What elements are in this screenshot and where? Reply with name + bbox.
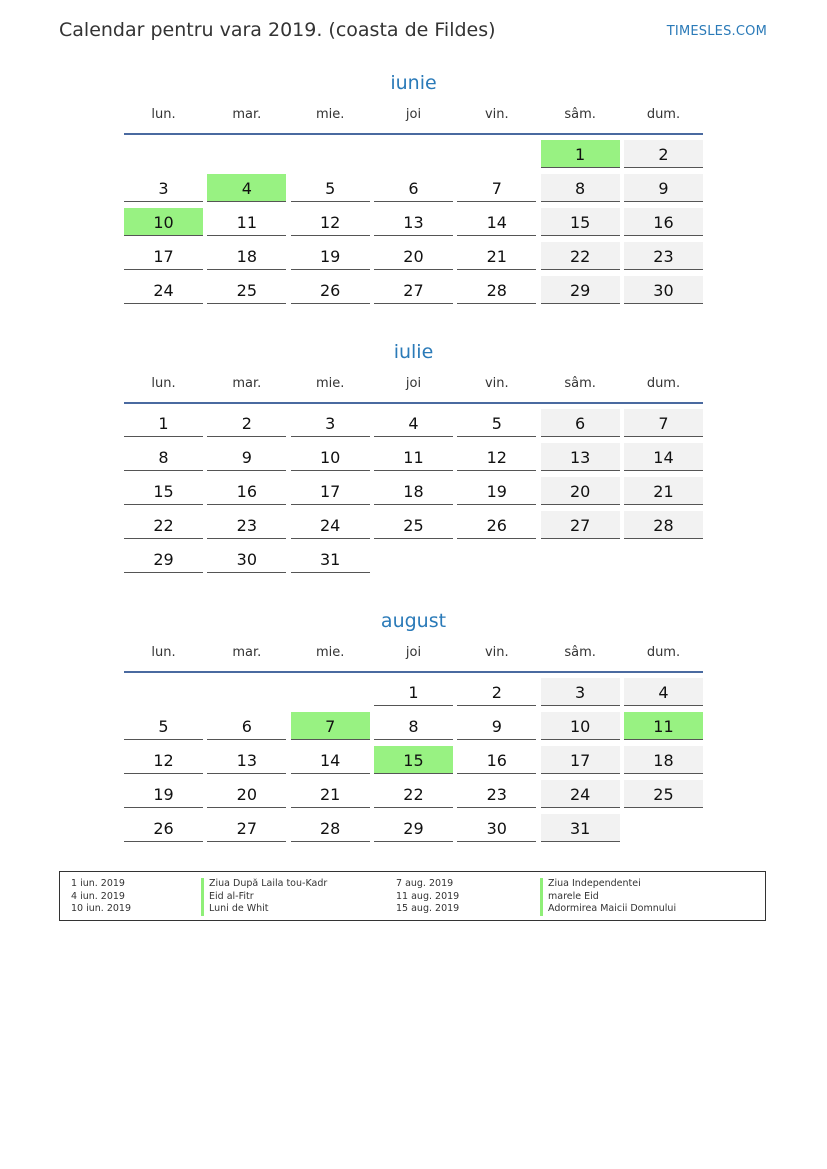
day-cell: 22	[374, 780, 453, 808]
day-grid	[124, 409, 703, 573]
empty-cell	[124, 678, 203, 706]
day-cell: 20	[541, 477, 620, 505]
day-cell: 9	[624, 174, 703, 202]
weekday-header	[124, 374, 703, 394]
weekday-label: mar.	[232, 645, 262, 660]
page-title: Calendar pentru vara 2019. (coasta de Fildes)	[59, 19, 496, 41]
day-cell: 16	[624, 208, 703, 236]
day-cell: 29	[124, 545, 203, 573]
day-cell: 14	[457, 208, 536, 236]
weekday-label: dum.	[646, 107, 681, 122]
month-title: august	[380, 610, 447, 632]
day-cell: 30	[457, 814, 536, 842]
day-cell: 26	[124, 814, 203, 842]
day-cell: 18	[207, 242, 286, 270]
legend-names-left	[201, 878, 327, 916]
day-cell: 30	[624, 276, 703, 304]
day-cell: 16	[207, 477, 286, 505]
day-cell: 11	[207, 208, 286, 236]
day-cell: 20	[207, 780, 286, 808]
day-cell: 7	[624, 409, 703, 437]
month-june	[124, 70, 703, 304]
legend-dates-left	[71, 878, 131, 916]
day-cell: 5	[124, 712, 203, 740]
day-cell: 21	[291, 780, 370, 808]
day-cell: 13	[207, 746, 286, 774]
month-title: iunie	[390, 72, 437, 94]
legend-holiday-name: Eid al-Fitr	[201, 891, 327, 904]
legend-holiday-name: Luni de Whit	[201, 903, 327, 916]
month-july	[124, 339, 703, 573]
legend-holiday-name: Ziua Independentei	[540, 878, 676, 891]
day-cell: 13	[374, 208, 453, 236]
day-cell: 31	[291, 545, 370, 573]
day-cell: 3	[124, 174, 203, 202]
day-cell: 18	[374, 477, 453, 505]
weekday-label: sâm.	[564, 376, 596, 391]
day-cell: 3	[541, 678, 620, 706]
holiday-day-cell: 11	[624, 712, 703, 740]
weekday-label: dum.	[646, 376, 681, 391]
legend-date: 1 iun. 2019	[71, 878, 125, 889]
day-cell: 15	[124, 477, 203, 505]
weekday-label: vin.	[484, 107, 509, 122]
month-title: iulie	[393, 341, 434, 363]
day-cell: 26	[291, 276, 370, 304]
day-cell: 12	[291, 208, 370, 236]
day-cell: 20	[374, 242, 453, 270]
legend-date: 4 iun. 2019	[71, 890, 125, 902]
holiday-day-cell: 10	[124, 208, 203, 236]
day-cell: 1	[124, 409, 203, 437]
day-cell: 29	[541, 276, 620, 304]
day-cell: 6	[541, 409, 620, 437]
day-cell: 27	[374, 276, 453, 304]
day-cell: 9	[457, 712, 536, 740]
day-cell: 23	[457, 780, 536, 808]
weekday-label: joi	[405, 645, 422, 660]
legend-date: 7 aug. 2019	[396, 878, 454, 889]
day-cell: 4	[374, 409, 453, 437]
day-cell: 25	[624, 780, 703, 808]
day-cell: 11	[374, 443, 453, 471]
day-cell: 23	[207, 511, 286, 539]
day-cell: 16	[457, 746, 536, 774]
day-cell: 22	[124, 511, 203, 539]
legend-holiday-name: Ziua După Laila tou-Kadr	[201, 878, 327, 891]
day-cell: 19	[457, 477, 536, 505]
day-cell: 3	[291, 409, 370, 437]
day-cell: 8	[541, 174, 620, 202]
header-rule	[124, 133, 703, 135]
day-cell: 28	[457, 276, 536, 304]
month-august	[124, 608, 703, 842]
holiday-day-cell: 7	[291, 712, 370, 740]
day-cell: 19	[291, 242, 370, 270]
legend-date: 15 aug. 2019	[396, 903, 460, 915]
day-cell: 5	[291, 174, 370, 202]
day-cell: 27	[541, 511, 620, 539]
day-cell: 2	[457, 678, 536, 706]
day-grid	[124, 678, 703, 842]
legend-dates-right	[396, 878, 459, 916]
empty-cell	[374, 140, 453, 168]
day-cell: 28	[624, 511, 703, 539]
weekday-header	[124, 643, 703, 663]
day-cell: 17	[541, 746, 620, 774]
weekday-label: mie.	[315, 376, 345, 391]
weekday-label: lun.	[151, 645, 176, 660]
empty-cell	[457, 140, 536, 168]
holiday-day-cell: 1	[541, 140, 620, 168]
legend-date: 10 iun. 2019	[71, 903, 132, 915]
day-cell: 9	[207, 443, 286, 471]
weekday-label: sâm.	[564, 107, 596, 122]
weekday-label: vin.	[484, 645, 509, 660]
day-cell: 25	[374, 511, 453, 539]
day-cell: 8	[374, 712, 453, 740]
empty-cell	[207, 140, 286, 168]
day-cell: 6	[207, 712, 286, 740]
day-cell: 30	[207, 545, 286, 573]
day-cell: 29	[374, 814, 453, 842]
weekday-label: lun.	[151, 376, 176, 391]
holiday-day-cell: 15	[374, 746, 453, 774]
day-cell: 19	[124, 780, 203, 808]
day-cell: 14	[291, 746, 370, 774]
day-cell: 17	[291, 477, 370, 505]
day-cell: 12	[457, 443, 536, 471]
day-cell: 1	[374, 678, 453, 706]
weekday-label: joi	[405, 376, 422, 391]
day-cell: 10	[541, 712, 620, 740]
weekday-label: dum.	[646, 645, 681, 660]
day-cell: 27	[207, 814, 286, 842]
weekday-label: lun.	[151, 107, 176, 122]
day-cell: 2	[207, 409, 286, 437]
day-cell: 31	[541, 814, 620, 842]
legend-holiday-name: marele Eid	[540, 891, 676, 904]
weekday-label: mie.	[315, 645, 345, 660]
empty-cell	[291, 140, 370, 168]
header-rule	[124, 671, 703, 673]
weekday-label: vin.	[484, 376, 509, 391]
day-cell: 22	[541, 242, 620, 270]
day-cell: 5	[457, 409, 536, 437]
weekday-label: mar.	[232, 107, 262, 122]
weekday-label: mar.	[232, 376, 262, 391]
legend-date: 11 aug. 2019	[396, 890, 460, 902]
day-cell: 23	[624, 242, 703, 270]
holiday-day-cell: 4	[207, 174, 286, 202]
day-cell: 26	[457, 511, 536, 539]
brand-logo[interactable]: TIMESLES.COM	[666, 24, 767, 39]
header-rule	[124, 402, 703, 404]
day-cell: 14	[624, 443, 703, 471]
day-cell: 25	[207, 276, 286, 304]
day-grid	[124, 140, 703, 304]
empty-cell	[207, 678, 286, 706]
day-cell: 18	[624, 746, 703, 774]
day-cell: 4	[624, 678, 703, 706]
weekday-label: sâm.	[564, 645, 596, 660]
day-cell: 21	[457, 242, 536, 270]
day-cell: 24	[291, 511, 370, 539]
legend-holiday-name: Adormirea Maicii Domnului	[540, 903, 676, 916]
day-cell: 8	[124, 443, 203, 471]
day-cell: 13	[541, 443, 620, 471]
day-cell: 24	[541, 780, 620, 808]
day-cell: 24	[124, 276, 203, 304]
empty-cell	[291, 678, 370, 706]
day-cell: 6	[374, 174, 453, 202]
day-cell: 28	[291, 814, 370, 842]
weekday-header	[124, 105, 703, 125]
day-cell: 7	[457, 174, 536, 202]
day-cell: 10	[291, 443, 370, 471]
weekday-label: mie.	[315, 107, 345, 122]
day-cell: 12	[124, 746, 203, 774]
holiday-legend	[59, 871, 766, 921]
day-cell: 21	[624, 477, 703, 505]
empty-cell	[124, 140, 203, 168]
legend-names-right	[540, 878, 676, 916]
weekday-label: joi	[405, 107, 422, 122]
day-cell: 15	[541, 208, 620, 236]
day-cell: 17	[124, 242, 203, 270]
day-cell: 2	[624, 140, 703, 168]
